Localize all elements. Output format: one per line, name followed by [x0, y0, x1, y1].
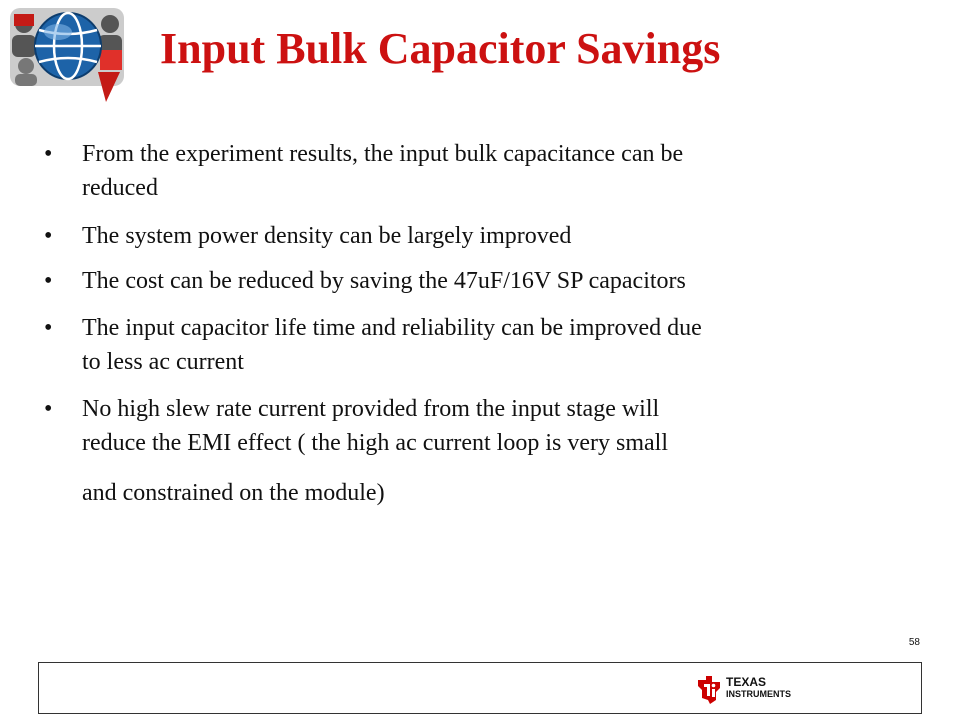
- brand-line-2: INSTRUMENTS: [726, 689, 791, 699]
- bullet-text: [82, 392, 912, 460]
- bullet-line: The system power density can be largely improved: [82, 223, 572, 249]
- bullet-line: The input capacitor life time and reliability can be improved due: [82, 315, 702, 341]
- bullet-line: reduce the EMI effect ( the high ac current loop is very small: [82, 430, 668, 456]
- bullet-line: From the experiment results, the input bulk capacitance can be: [82, 141, 684, 167]
- bullet-text: [82, 219, 912, 253]
- bullet-text: [82, 264, 912, 298]
- bullet-marker: •: [44, 223, 53, 249]
- brand-line-1: TEXAS: [726, 675, 767, 689]
- bullet-line: The cost can be reduced by saving the 47uF/16V SP capacitors: [82, 268, 686, 294]
- bullet-text: [82, 311, 912, 379]
- bullet-line: reduced: [82, 175, 158, 201]
- brand-name: [726, 676, 826, 700]
- page-number: 58: [908, 637, 920, 648]
- bullet-line: and constrained on the module): [82, 480, 385, 506]
- bullet-line: to less ac current: [82, 349, 244, 375]
- bullet-marker: •: [44, 396, 53, 422]
- slide-title: Input Bulk Capacitor Savings: [160, 24, 721, 73]
- texas-instruments-logo: [696, 674, 826, 706]
- texas-instruments-logo-icon: [696, 674, 722, 706]
- bullet-marker: •: [44, 268, 53, 294]
- bullet-marker: •: [44, 141, 53, 167]
- bullet-marker: •: [44, 315, 53, 341]
- bullet-text: [82, 137, 912, 205]
- bullet-line: No high slew rate current provided from the input stage will: [82, 396, 660, 422]
